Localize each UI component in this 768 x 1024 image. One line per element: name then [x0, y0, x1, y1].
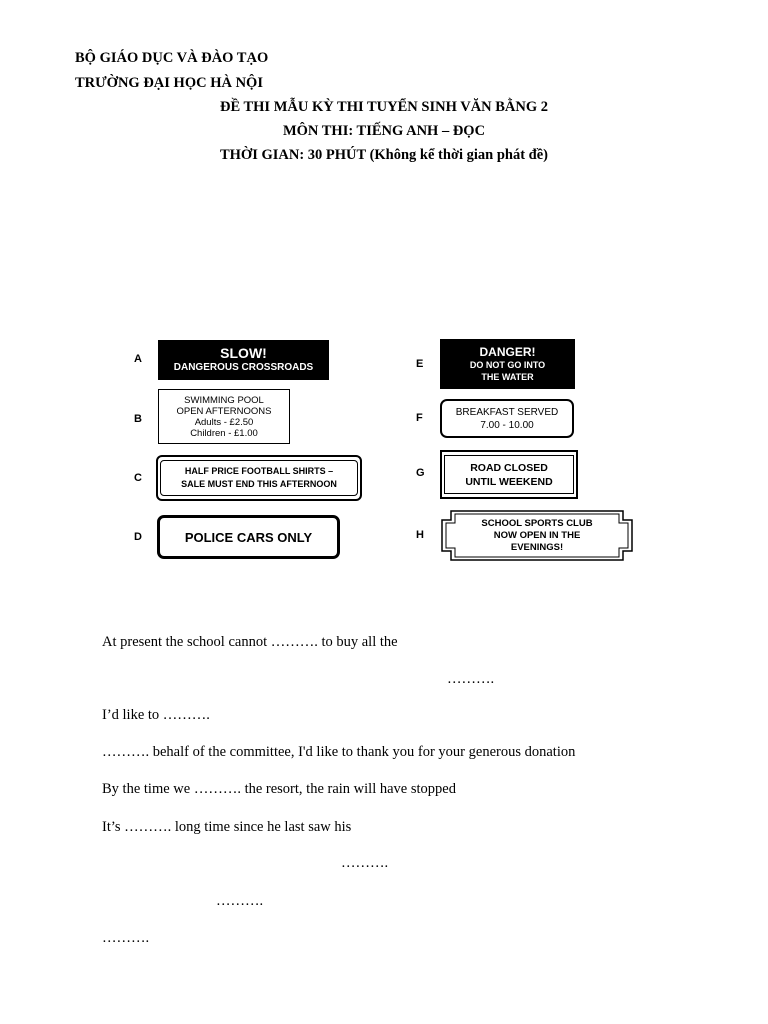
question-line-3: I’d like to ………. — [102, 707, 210, 723]
exam-title: ĐỀ THI MẪU KỲ THI TUYỂN SINH VĂN BẰNG 2 — [219, 99, 549, 115]
sign-c-football-shirts — [156, 455, 362, 501]
exam-time: THỜI GIAN: 30 PHÚT (Không kể thời gian phát đề) — [219, 147, 549, 163]
ministry-name: BỘ GIÁO DỤC VÀ ĐÀO TẠO — [75, 50, 269, 66]
exam-subject: MÔN THI: TIẾNG ANH – ĐỌC — [282, 123, 486, 139]
sign-letter-h: H — [416, 529, 424, 541]
sign-letter-d: D — [134, 531, 142, 543]
sign-g-road-closed — [440, 450, 578, 499]
sign-f-breakfast — [440, 399, 574, 438]
sign-letter-e: E — [416, 358, 424, 370]
sign-h-line-1: SCHOOL SPORTS CLUB — [481, 517, 593, 529]
sign-d-police-cars — [157, 515, 340, 559]
sign-a-line-1: SLOW! — [220, 345, 267, 361]
sign-b-line-3: Adults - £2.50 — [194, 416, 254, 428]
question-line-1: At present the school cannot ………. to buy all the — [102, 634, 398, 650]
sign-a-line-2: DANGEROUS CROSSROADS — [173, 362, 314, 373]
sign-letter-b: B — [134, 413, 142, 425]
question-line-2: ………. — [447, 671, 495, 687]
sign-b-line-1: SWIMMING POOL — [184, 394, 264, 406]
sign-letter-f: F — [416, 412, 423, 424]
sign-letter-c: C — [134, 472, 142, 484]
question-line-9: ………. — [102, 930, 150, 946]
sign-g-line-1: ROAD CLOSED — [470, 461, 548, 474]
sign-a-slow-crossroads — [158, 340, 329, 380]
sign-f-line-1: BREAKFAST SERVED — [455, 406, 559, 418]
sign-b-swimming-pool — [158, 389, 290, 444]
sign-c-line-1: HALF PRICE FOOTBALL SHIRTS – — [184, 466, 334, 476]
question-line-5: By the time we ………. the resort, the rain will have stopped — [102, 781, 456, 797]
question-line-8: ………. — [216, 893, 264, 909]
question-line-6: It’s ………. long time since he last saw his — [102, 819, 352, 835]
sign-letter-a: A — [134, 353, 142, 365]
sign-e-line-2: DO NOT GO INTO — [469, 360, 546, 370]
sign-h-line-2: NOW OPEN IN THE — [493, 529, 581, 541]
sign-f-line-2: 7.00 - 10.00 — [480, 419, 534, 431]
sign-b-line-4: Children - £1.00 — [190, 427, 258, 439]
sign-e-danger-water — [440, 339, 575, 389]
sign-h-line-3: EVENINGS! — [510, 541, 564, 553]
sign-letter-g: G — [416, 467, 425, 479]
sign-h-sports-club — [441, 510, 633, 561]
university-name: TRƯỜNG ĐẠI HỌC HÀ NỘI — [75, 75, 263, 91]
sign-e-line-3: THE WATER — [481, 372, 534, 382]
sign-g-line-2: UNTIL WEEKEND — [465, 475, 553, 488]
sign-e-line-1: DANGER! — [479, 345, 536, 359]
sign-d-line-1: POLICE CARS ONLY — [184, 529, 313, 545]
question-line-7: ………. — [341, 855, 389, 871]
sign-c-line-2: SALE MUST END THIS AFTERNOON — [181, 479, 337, 489]
question-line-4: ………. behalf of the committee, I'd like to thank you for your generous donation — [102, 744, 576, 760]
sign-b-line-2: OPEN AFTERNOONS — [176, 405, 272, 417]
